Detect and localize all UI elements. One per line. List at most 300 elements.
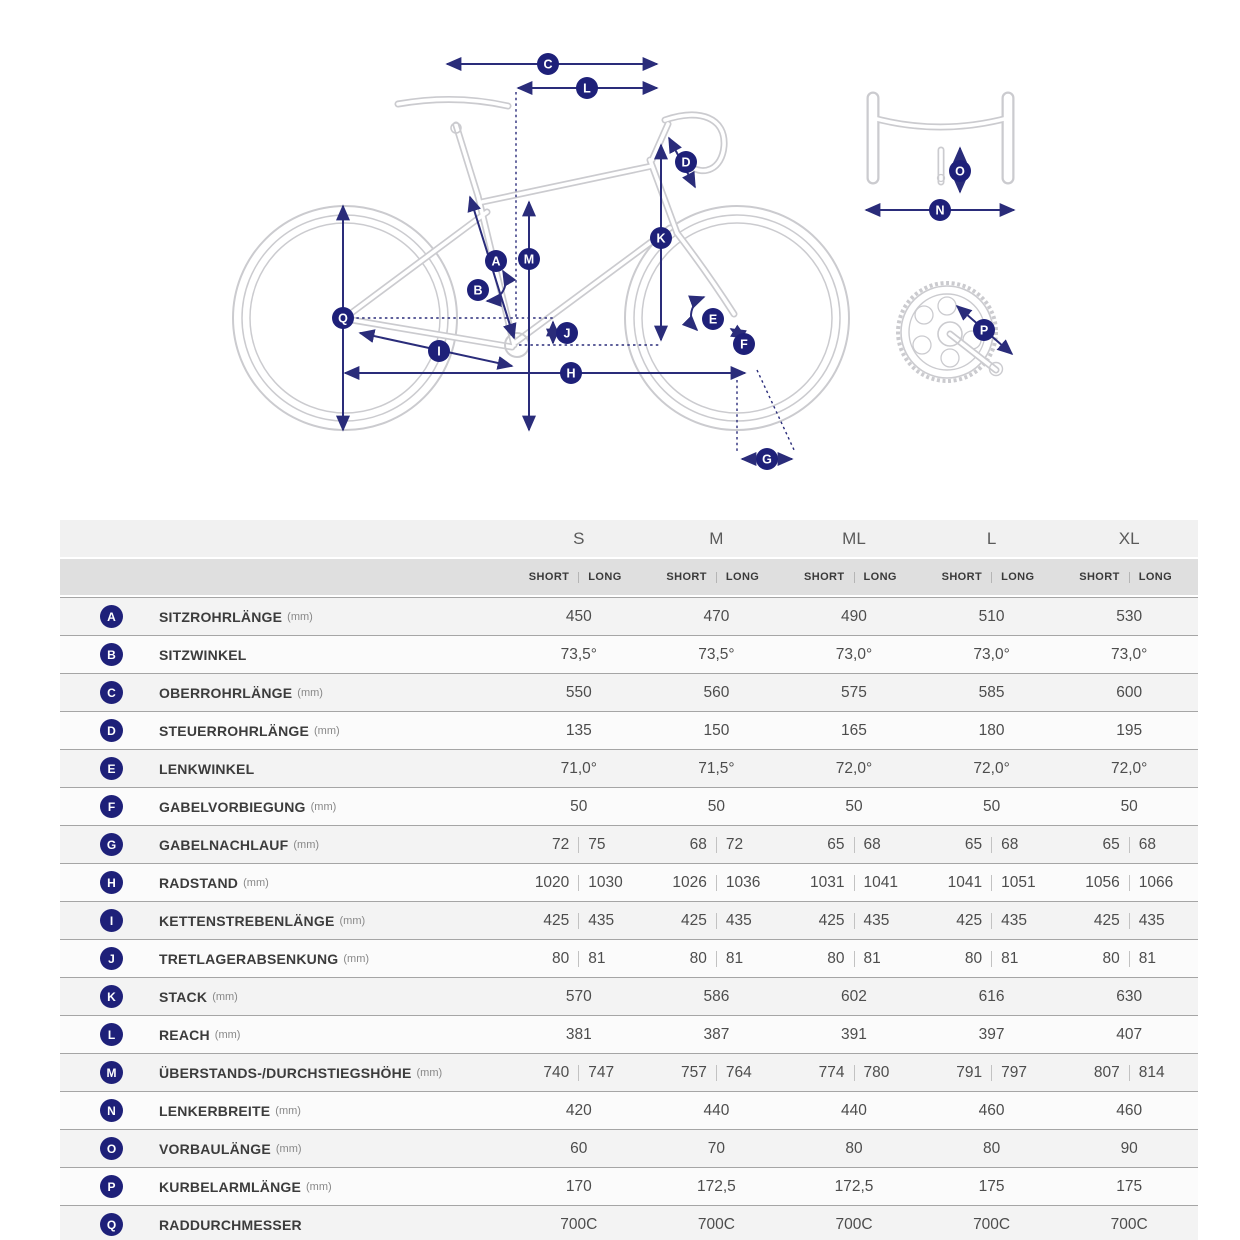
subheader-cell <box>1060 571 1198 583</box>
value-short: 425 <box>543 911 570 929</box>
letter-badge: D <box>100 719 123 742</box>
row-label: VORBAULÄNGE <box>159 1140 271 1157</box>
row-label-cell <box>60 985 510 1008</box>
svg-text:P: P <box>979 323 989 338</box>
svg-text:J: J <box>563 326 571 341</box>
subheader-short: SHORT <box>941 571 983 583</box>
value-cell <box>923 1140 1061 1158</box>
value: 72,0° <box>1111 759 1148 777</box>
value-short: 1020 <box>534 873 570 891</box>
value-long: 435 <box>588 911 615 929</box>
value-cell <box>510 1064 648 1082</box>
svg-text:H: H <box>566 366 576 381</box>
value: 195 <box>1116 721 1143 739</box>
subheader-long: LONG <box>863 571 897 583</box>
subheader-long: LONG <box>588 571 622 583</box>
bike-geometry-diagram <box>0 0 1240 520</box>
value-cell <box>648 798 786 816</box>
value-cell <box>923 1216 1061 1234</box>
value-short: 1031 <box>810 873 845 891</box>
svg-text:N: N <box>935 203 945 218</box>
letter-badge: O <box>100 1137 123 1160</box>
table-row-h <box>60 863 1198 901</box>
value-short: 72 <box>552 835 570 853</box>
value: 165 <box>841 721 867 739</box>
subheader-cell <box>785 571 923 583</box>
value-cell <box>648 912 786 930</box>
value-cell <box>648 722 786 740</box>
value: 586 <box>703 987 730 1005</box>
value: 570 <box>565 987 592 1005</box>
value-short: 65 <box>964 835 983 853</box>
row-unit: (mm) <box>293 838 320 851</box>
value-short: 68 <box>689 835 707 853</box>
value-cell <box>648 874 786 892</box>
value-cell <box>923 874 1061 892</box>
value-cell <box>1060 608 1198 626</box>
value-cell <box>785 1026 923 1044</box>
value-cell <box>510 608 648 626</box>
value-cell <box>648 1178 786 1196</box>
value-long: 81 <box>863 949 881 967</box>
value: 616 <box>978 987 1005 1005</box>
row-label: KURBELARMLÄNGE <box>159 1178 302 1195</box>
value-cell <box>510 988 648 1006</box>
value: 407 <box>1116 1025 1143 1043</box>
value-cell <box>785 760 923 778</box>
value: 510 <box>978 607 1005 625</box>
value-cell <box>510 874 648 892</box>
value-cell <box>510 1216 648 1234</box>
value-long: 1051 <box>1001 873 1036 891</box>
value-cell <box>1060 760 1198 778</box>
value-long: 435 <box>1138 911 1165 929</box>
svg-text:E: E <box>708 312 718 327</box>
letter-badge: K <box>100 985 123 1008</box>
value-cell <box>648 1216 786 1234</box>
row-label: RADDURCHMESSER <box>159 1216 302 1233</box>
row-unit: (mm) <box>275 1142 302 1155</box>
value-short: 425 <box>1093 911 1120 929</box>
dimension-badge-k <box>650 227 672 249</box>
value: 90 <box>1120 1139 1138 1157</box>
dimension-badge-j <box>556 322 578 344</box>
letter-badge: I <box>100 909 123 932</box>
subheader-short: SHORT <box>1079 571 1120 583</box>
dimension-badge-e <box>702 308 724 330</box>
value-long: 81 <box>588 949 606 967</box>
value-cell <box>510 950 648 968</box>
value-cell <box>510 1102 648 1120</box>
value-cell <box>1060 684 1198 702</box>
row-label-cell <box>60 909 510 932</box>
row-label-cell <box>60 1023 510 1046</box>
value: 630 <box>1116 987 1143 1005</box>
value: 700C <box>560 1215 598 1233</box>
svg-text:I: I <box>437 344 441 359</box>
value: 550 <box>565 683 592 701</box>
row-label: ÜBERSTANDS-/DURCHSTIEGSHÖHE <box>159 1064 412 1081</box>
value-cell <box>648 1140 786 1158</box>
value: 460 <box>978 1101 1005 1119</box>
table-row-j <box>60 939 1198 977</box>
table-size-header-row <box>60 520 1198 557</box>
bike-side-view <box>233 99 849 430</box>
value-short: 791 <box>956 1063 983 1081</box>
value-short: 740 <box>543 1063 570 1081</box>
row-unit: (mm) <box>310 800 337 813</box>
value-cell <box>923 608 1061 626</box>
value-long: 747 <box>588 1063 615 1081</box>
subheader-cell <box>510 571 648 583</box>
value-cell <box>1060 1064 1198 1082</box>
subheader-cell <box>923 571 1061 583</box>
value-long: 814 <box>1138 1063 1165 1081</box>
row-label-cell <box>60 795 510 818</box>
value-cell <box>510 1026 648 1044</box>
value-cell <box>510 760 648 778</box>
value-cell <box>785 1140 923 1158</box>
value-cell <box>1060 1216 1198 1234</box>
subheader-cell <box>648 571 786 583</box>
value: 700C <box>835 1215 873 1233</box>
value-short: 1056 <box>1085 873 1120 891</box>
row-label-cell <box>60 1061 510 1084</box>
value-cell <box>510 1140 648 1158</box>
dimension-badge-l <box>576 77 598 99</box>
value: 50 <box>982 797 1001 815</box>
value: 172,5 <box>834 1177 874 1195</box>
value-cell <box>785 836 923 854</box>
value-cell <box>785 608 923 626</box>
svg-text:A: A <box>491 254 501 269</box>
row-label: LENKERBREITE <box>159 1102 271 1119</box>
dimension-badge-c <box>537 53 559 75</box>
value-cell <box>785 646 923 664</box>
geometry-diagram-section <box>0 0 1240 520</box>
value: 470 <box>703 607 730 625</box>
value-cell <box>923 798 1061 816</box>
value: 175 <box>978 1177 1005 1195</box>
value-long: 764 <box>725 1063 752 1081</box>
row-label: SITZROHRLÄNGE <box>159 608 283 625</box>
value-cell <box>785 874 923 892</box>
value: 560 <box>703 683 730 701</box>
row-label-cell <box>60 871 510 894</box>
subheader-short: SHORT <box>528 571 570 583</box>
dimension-badge-n <box>929 199 951 221</box>
value-short: 757 <box>681 1063 707 1081</box>
table-row-b <box>60 635 1198 673</box>
row-label-cell <box>60 1099 510 1122</box>
letter-badge: L <box>100 1023 123 1046</box>
value-cell <box>785 684 923 702</box>
dimension-badge-p <box>973 319 995 341</box>
value-cell <box>510 646 648 664</box>
value-cell <box>648 950 786 968</box>
value-cell <box>1060 1102 1198 1120</box>
row-unit: (mm) <box>416 1066 443 1079</box>
value: 700C <box>697 1215 735 1233</box>
value-long: 72 <box>725 835 744 853</box>
value-cell <box>785 1102 923 1120</box>
value-long: 75 <box>588 835 606 853</box>
value-cell <box>785 988 923 1006</box>
geometry-table <box>60 520 1198 1240</box>
table-row-a <box>60 597 1198 635</box>
value: 175 <box>1116 1177 1143 1195</box>
value-cell <box>923 988 1061 1006</box>
subheader-short: SHORT <box>666 571 707 583</box>
subheader-long: LONG <box>1001 571 1035 583</box>
size-header-cell: XL <box>1118 528 1140 548</box>
value-cell <box>923 1026 1061 1044</box>
letter-badge: N <box>100 1099 123 1122</box>
value-cell <box>648 988 786 1006</box>
value-short: 1026 <box>672 873 707 891</box>
table-row-o <box>60 1129 1198 1167</box>
row-label-cell <box>60 1137 510 1160</box>
value-cell <box>923 760 1061 778</box>
value-cell <box>1060 836 1198 854</box>
row-unit: (mm) <box>306 1180 332 1193</box>
table-row-l <box>60 1015 1198 1053</box>
value-long: 797 <box>1001 1063 1027 1081</box>
row-label-cell <box>60 681 510 704</box>
value: 700C <box>973 1215 1011 1233</box>
size-header-cell: S <box>573 528 585 548</box>
value: 700C <box>1110 1215 1148 1233</box>
table-row-c <box>60 673 1198 711</box>
value: 70 <box>707 1139 726 1157</box>
value-long: 81 <box>1001 949 1019 967</box>
dimension-badge-o <box>949 160 971 182</box>
value: 420 <box>565 1101 592 1119</box>
letter-badge: P <box>100 1175 123 1198</box>
letter-badge: H <box>100 871 123 894</box>
dimension-badge-h <box>560 362 582 384</box>
table-row-n <box>60 1091 1198 1129</box>
table-row-k <box>60 977 1198 1015</box>
svg-text:F: F <box>740 337 748 352</box>
svg-text:Q: Q <box>338 311 348 326</box>
frame-outline <box>350 99 734 357</box>
subheader-short: SHORT <box>804 571 845 583</box>
row-label: OBERROHRLÄNGE <box>159 684 293 701</box>
dimension-badge-g <box>756 448 778 470</box>
value-cell <box>510 722 648 740</box>
row-label: STEUERROHRLÄNGE <box>159 722 310 739</box>
dimension-badge-a <box>485 250 507 272</box>
value: 73,0° <box>835 645 873 663</box>
row-unit: (mm) <box>314 724 340 737</box>
value: 600 <box>1116 683 1143 701</box>
value-cell <box>1060 798 1198 816</box>
value-long: 1030 <box>588 873 623 891</box>
value: 72,0° <box>835 759 873 777</box>
value-short: 80 <box>964 949 983 967</box>
table-row-e <box>60 749 1198 787</box>
value-cell <box>1060 1026 1198 1044</box>
value: 50 <box>707 797 726 815</box>
value: 602 <box>841 987 867 1005</box>
row-label-cell <box>60 643 510 666</box>
value-cell <box>510 798 648 816</box>
value-short: 65 <box>827 835 845 853</box>
value: 450 <box>565 607 592 625</box>
size-header-cell: M <box>709 528 724 548</box>
row-label-cell <box>60 719 510 742</box>
value: 575 <box>841 683 867 701</box>
value-short: 80 <box>552 949 570 967</box>
value: 60 <box>570 1139 588 1157</box>
table-row-m <box>60 1053 1198 1091</box>
value: 440 <box>841 1101 867 1119</box>
value-cell <box>785 950 923 968</box>
svg-text:B: B <box>473 283 483 298</box>
dimension-badge-d <box>675 151 697 173</box>
letter-badge: Q <box>100 1213 123 1236</box>
value-long: 435 <box>1001 911 1027 929</box>
subheader-long: LONG <box>1138 571 1173 583</box>
value-cell <box>1060 722 1198 740</box>
value: 80 <box>982 1139 1001 1157</box>
value-cell <box>648 1064 786 1082</box>
row-label-cell <box>60 1175 510 1198</box>
value: 71,5° <box>698 759 735 777</box>
value: 387 <box>703 1025 730 1043</box>
size-header-cell: L <box>986 528 997 548</box>
value: 490 <box>841 607 867 625</box>
value-cell <box>1060 912 1198 930</box>
value: 73,5° <box>698 645 735 663</box>
value-cell <box>510 1178 648 1196</box>
svg-text:C: C <box>543 57 553 72</box>
value-long: 68 <box>1001 835 1019 853</box>
value: 530 <box>1116 607 1143 625</box>
value-cell <box>923 836 1061 854</box>
dimension-badge-i <box>428 340 450 362</box>
value: 180 <box>978 721 1005 739</box>
value: 73,0° <box>1111 645 1148 663</box>
letter-badge: J <box>100 947 123 970</box>
value-cell <box>923 1064 1061 1082</box>
value-short: 807 <box>1093 1063 1120 1081</box>
row-unit: (mm) <box>214 1028 241 1041</box>
row-unit: (mm) <box>287 610 313 623</box>
value-cell <box>785 798 923 816</box>
value-long: 1041 <box>863 873 898 891</box>
value-long: 1036 <box>725 873 761 891</box>
value-cell <box>923 646 1061 664</box>
value-cell <box>923 912 1061 930</box>
value-long: 435 <box>863 911 890 929</box>
dimension-badge-f <box>733 333 755 355</box>
value-cell <box>923 950 1061 968</box>
svg-text:D: D <box>681 155 691 170</box>
value-short: 65 <box>1102 835 1120 853</box>
value-cell <box>1060 1178 1198 1196</box>
value: 172,5 <box>696 1177 736 1195</box>
value: 71,0° <box>560 759 597 777</box>
value: 135 <box>565 721 592 739</box>
value-cell <box>923 722 1061 740</box>
row-label: GABELVORBIEGUNG <box>159 798 306 815</box>
value: 460 <box>1116 1101 1143 1119</box>
svg-text:L: L <box>583 81 591 96</box>
value-cell <box>648 646 786 664</box>
value-cell <box>648 836 786 854</box>
letter-badge: M <box>100 1061 123 1084</box>
row-unit: (mm) <box>343 952 370 965</box>
svg-text:K: K <box>656 231 666 246</box>
row-unit: (mm) <box>297 686 323 699</box>
value-short: 1041 <box>947 873 983 891</box>
row-unit: (mm) <box>339 914 366 927</box>
value: 72,0° <box>973 759 1010 777</box>
letter-badge: G <box>100 833 123 856</box>
table-row-d <box>60 711 1198 749</box>
row-label: LENKWINKEL <box>159 760 255 777</box>
value-short: 774 <box>818 1063 845 1081</box>
value-cell <box>648 684 786 702</box>
value: 50 <box>570 797 588 815</box>
value: 80 <box>845 1139 863 1157</box>
row-unit: (mm) <box>212 990 238 1003</box>
value-cell <box>785 722 923 740</box>
value-cell <box>1060 1140 1198 1158</box>
value-cell <box>510 912 648 930</box>
value-cell <box>510 836 648 854</box>
value: 73,5° <box>560 645 597 663</box>
value: 73,0° <box>973 645 1010 663</box>
svg-text:M: M <box>523 252 535 267</box>
subheader-long: LONG <box>725 571 760 583</box>
value-cell <box>1060 950 1198 968</box>
value-cell <box>510 684 648 702</box>
value: 381 <box>565 1025 592 1043</box>
letter-badge: F <box>100 795 123 818</box>
value-long: 81 <box>725 949 744 967</box>
table-row-f <box>60 787 1198 825</box>
value: 170 <box>565 1177 592 1195</box>
table-row-q <box>60 1205 1198 1240</box>
value-cell <box>923 1178 1061 1196</box>
value: 397 <box>978 1025 1005 1043</box>
value-cell <box>785 1064 923 1082</box>
row-label: SITZWINKEL <box>159 646 247 663</box>
value: 585 <box>978 683 1005 701</box>
row-unit: (mm) <box>243 876 269 889</box>
row-label: TRETLAGERABSENKUNG <box>159 950 339 967</box>
value-cell <box>648 760 786 778</box>
value-cell <box>1060 988 1198 1006</box>
row-label-cell <box>60 833 510 856</box>
value-short: 80 <box>1102 949 1120 967</box>
value-long: 780 <box>863 1063 890 1081</box>
dimension-badge-m <box>518 248 540 270</box>
table-row-p <box>60 1167 1198 1205</box>
value-cell <box>648 1102 786 1120</box>
row-unit: (mm) <box>275 1104 301 1117</box>
table-row-i <box>60 901 1198 939</box>
letter-badge: A <box>100 605 123 628</box>
svg-text:G: G <box>762 452 772 467</box>
row-label: REACH <box>159 1026 210 1043</box>
handlebar-top-view <box>873 98 1008 182</box>
row-label-cell <box>60 947 510 970</box>
value: 150 <box>703 721 730 739</box>
